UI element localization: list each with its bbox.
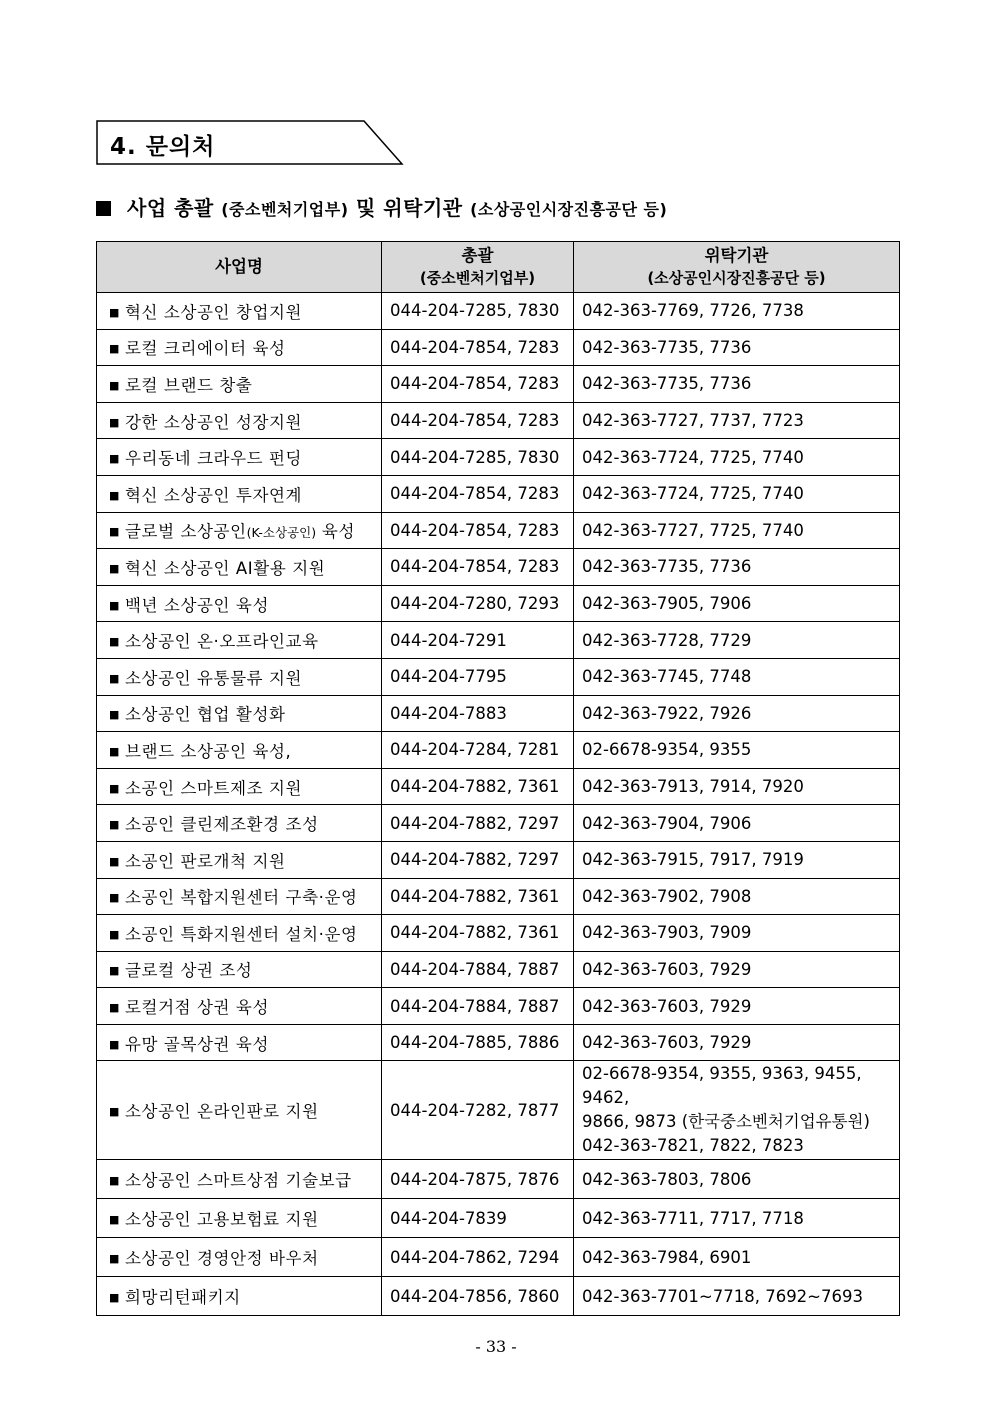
program-name: 백년 소상공인 육성 (125, 595, 270, 615)
general-contact-cell: 044-204-7882, 7361 (382, 878, 574, 915)
square-bullet-icon: ■ (109, 708, 120, 722)
agency-contact-cell: 042-363-7803, 7806 (574, 1160, 900, 1199)
table-row (97, 695, 900, 732)
agency-contact-cell: 042-363-7724, 7725, 7740 (574, 475, 900, 512)
program-name: 소공인 복합지원센터 구축·운영 (125, 888, 358, 908)
agency-contact-cell: 042-363-7735, 7736 (574, 329, 900, 366)
agency-contact-cell: 042-363-7711, 7717, 7718 (574, 1199, 900, 1238)
program-name: 소상공인 스마트상점 기술보급 (125, 1171, 352, 1191)
agency-contact-cell: 042-363-7603, 7929 (574, 988, 900, 1025)
program-name-cell (97, 402, 382, 439)
square-bullet-icon: ■ (109, 891, 120, 905)
table-row (97, 475, 900, 512)
program-name-cell (97, 915, 382, 952)
program-name: 소공인 판로개척 지원 (125, 851, 286, 871)
square-bullet-icon: ■ (109, 635, 120, 649)
agency-contact-cell: 042-363-7701~7718, 7692~7693 (574, 1277, 900, 1316)
table-body (97, 293, 900, 1316)
section-title: 4. 문의처 (110, 134, 216, 160)
square-bullet-icon: ■ (109, 452, 120, 466)
square-bullet-icon (96, 201, 111, 216)
general-contact-cell: 044-204-7882, 7297 (382, 805, 574, 842)
agency-contact-cell: 02-6678-9354, 9355 (574, 732, 900, 769)
subheading-part1: 사업 총괄 (127, 196, 214, 220)
agency-contact-line: 042-363-7821, 7822, 7823 (582, 1136, 804, 1156)
general-contact-cell: 044-204-7854, 7283 (382, 512, 574, 549)
program-name: 소상공인 고용보험료 지원 (125, 1210, 319, 1230)
general-contact-cell: 044-204-7795 (382, 658, 574, 695)
agency-contact-cell (574, 1061, 900, 1160)
table-row (97, 768, 900, 805)
general-contact-cell: 044-204-7285, 7830 (382, 439, 574, 476)
table-row (97, 805, 900, 842)
agency-contact-cell: 042-363-7603, 7929 (574, 1024, 900, 1061)
table-row (97, 915, 900, 952)
program-name: 소상공인 유통물류 지원 (125, 668, 303, 688)
general-contact-cell: 044-204-7854, 7283 (382, 329, 574, 366)
agency-contact-cell: 042-363-7905, 7906 (574, 585, 900, 622)
program-name-cell (97, 1199, 382, 1238)
page-number: - 33 - (475, 1337, 517, 1356)
square-bullet-icon: ■ (109, 378, 120, 392)
program-name: 강한 소상공인 성장지원 (125, 412, 303, 432)
table-row (97, 1024, 900, 1061)
square-bullet-icon: ■ (109, 1174, 120, 1188)
program-name-cell (97, 622, 382, 659)
contacts-table (96, 241, 900, 1316)
square-bullet-icon: ■ (109, 415, 120, 429)
program-name-cell (97, 878, 382, 915)
agency-contact-line: 02-6678-9354, 9355, 9363, 9455, 9462, (582, 1064, 862, 1108)
program-name: 희망리턴패키지 (125, 1288, 241, 1308)
program-name-cell (97, 951, 382, 988)
square-bullet-icon: ■ (109, 1291, 120, 1305)
square-bullet-icon: ■ (109, 488, 120, 502)
header-name: 사업명 (97, 242, 382, 293)
program-name-cell (97, 732, 382, 769)
agency-contact-cell: 042-363-7603, 7929 (574, 951, 900, 988)
program-name: 소공인 스마트제조 지원 (125, 778, 303, 798)
program-name: 소상공인 온·오프라인교육 (125, 632, 319, 652)
square-bullet-icon: ■ (109, 854, 120, 868)
square-bullet-icon: ■ (109, 342, 120, 356)
square-bullet-icon: ■ (109, 781, 120, 795)
agency-contact-cell: 042-363-7902, 7908 (574, 878, 900, 915)
table-row (97, 1199, 900, 1238)
square-bullet-icon: ■ (109, 598, 120, 612)
square-bullet-icon: ■ (109, 1252, 120, 1266)
table-row (97, 293, 900, 330)
program-name-cell (97, 512, 382, 549)
general-contact-cell: 044-204-7280, 7293 (382, 585, 574, 622)
program-name-cell (97, 695, 382, 732)
program-name: 혁신 소상공인 창업지원 (125, 302, 303, 322)
program-name-cell (97, 658, 382, 695)
table-row (97, 512, 900, 549)
agency-contact-cell: 042-363-7728, 7729 (574, 622, 900, 659)
program-name-cell (97, 768, 382, 805)
program-name: 우리동네 크라우드 펀딩 (125, 449, 303, 469)
program-name-cell (97, 1238, 382, 1277)
table-row (97, 1238, 900, 1277)
general-contact-cell: 044-204-7884, 7887 (382, 951, 574, 988)
program-name-cell (97, 439, 382, 476)
general-contact-cell: 044-204-7882, 7361 (382, 915, 574, 952)
table-row (97, 1061, 900, 1160)
general-contact-cell: 044-204-7291 (382, 622, 574, 659)
agency-contact-cell: 042-363-7727, 7737, 7723 (574, 402, 900, 439)
table-row (97, 622, 900, 659)
table-row (97, 1277, 900, 1316)
table-row (97, 585, 900, 622)
table-row (97, 329, 900, 366)
program-name-cell (97, 366, 382, 403)
program-name-cell (97, 988, 382, 1025)
general-contact-cell: 044-204-7882, 7297 (382, 841, 574, 878)
general-contact-cell: 044-204-7875, 7876 (382, 1160, 574, 1199)
table-row (97, 841, 900, 878)
program-name: 혁신 소상공인 AI활용 지원 (125, 558, 326, 578)
square-bullet-icon: ■ (109, 1037, 120, 1051)
subheading-part3: 및 위탁기관 (356, 196, 463, 220)
agency-contact-cell: 042-363-7724, 7725, 7740 (574, 439, 900, 476)
program-name: 글로컬 상권 조성 (125, 961, 253, 981)
general-contact-cell: 044-204-7854, 7283 (382, 402, 574, 439)
agency-contact-cell: 042-363-7913, 7914, 7920 (574, 768, 900, 805)
program-name-cell (97, 1160, 382, 1199)
agency-contact-cell: 042-363-7735, 7736 (574, 549, 900, 586)
general-contact-cell: 044-204-7285, 7830 (382, 293, 574, 330)
program-name: 소상공인 협업 활성화 (125, 705, 286, 725)
agency-contact-cell: 042-363-7727, 7725, 7740 (574, 512, 900, 549)
header-general: 총괄 (중소벤처기업부) (382, 242, 574, 293)
square-bullet-icon: ■ (109, 964, 120, 978)
program-name: 혁신 소상공인 투자연계 (125, 485, 303, 505)
program-name: 글로벌 소상공인 (125, 522, 247, 542)
table-row (97, 988, 900, 1025)
program-name-cell (97, 1061, 382, 1160)
general-contact-cell: 044-204-7854, 7283 (382, 549, 574, 586)
agency-contact-cell: 042-363-7769, 7726, 7738 (574, 293, 900, 330)
square-bullet-icon: ■ (109, 671, 120, 685)
square-bullet-icon: ■ (109, 744, 120, 758)
program-name-cell (97, 329, 382, 366)
program-name-cell (97, 1024, 382, 1061)
square-bullet-icon: ■ (109, 305, 120, 319)
square-bullet-icon: ■ (109, 1213, 120, 1227)
agency-contact-cell: 042-363-7904, 7906 (574, 805, 900, 842)
program-name: 소상공인 온라인판로 지원 (125, 1102, 319, 1122)
agency-contact-cell: 042-363-7984, 6901 (574, 1238, 900, 1277)
program-name: 소공인 클린제조환경 조성 (125, 815, 319, 835)
program-name: 로컬거점 상권 육성 (125, 998, 270, 1018)
program-name-note: (K-소상공인) (246, 525, 317, 541)
subheading (96, 192, 667, 221)
subheading-part4: (소상공인시장진흥공단 등) (470, 200, 668, 219)
header-agency: 위탁기관 (소상공인시장진흥공단 등) (574, 242, 900, 293)
program-name-cell (97, 475, 382, 512)
table-header-row (97, 242, 900, 293)
square-bullet-icon: ■ (109, 1105, 120, 1119)
table-row (97, 439, 900, 476)
program-name: 브랜드 소상공인 육성, (125, 741, 292, 761)
general-contact-cell: 044-204-7862, 7294 (382, 1238, 574, 1277)
table-row (97, 366, 900, 403)
program-name: 소공인 특화지원센터 설치·운영 (125, 924, 358, 944)
general-contact-cell: 044-204-7839 (382, 1199, 574, 1238)
program-name-cell (97, 805, 382, 842)
agency-contact-line: 9866, 9873 (한국중소벤처기업유통원) (582, 1112, 870, 1132)
agency-contact-cell: 042-363-7745, 7748 (574, 658, 900, 695)
general-contact-cell: 044-204-7884, 7887 (382, 988, 574, 1025)
square-bullet-icon: ■ (109, 525, 120, 539)
general-contact-cell: 044-204-7284, 7281 (382, 732, 574, 769)
square-bullet-icon: ■ (109, 561, 120, 575)
table-row (97, 549, 900, 586)
table-row (97, 402, 900, 439)
agency-contact-cell: 042-363-7915, 7917, 7919 (574, 841, 900, 878)
general-contact-cell: 044-204-7885, 7886 (382, 1024, 574, 1061)
general-contact-cell: 044-204-7882, 7361 (382, 768, 574, 805)
program-name: 소상공인 경영안정 바우처 (125, 1249, 319, 1269)
general-contact-cell: 044-204-7856, 7860 (382, 1277, 574, 1316)
program-name-cell (97, 293, 382, 330)
general-contact-cell: 044-204-7854, 7283 (382, 366, 574, 403)
program-name-cell (97, 1277, 382, 1316)
agency-contact-cell: 042-363-7735, 7736 (574, 366, 900, 403)
program-name-cell (97, 585, 382, 622)
section-title-box (96, 120, 402, 164)
agency-contact-cell: 042-363-7922, 7926 (574, 695, 900, 732)
table-row (97, 1160, 900, 1199)
program-name: 로컬 브랜드 창출 (125, 375, 253, 395)
square-bullet-icon: ■ (109, 927, 120, 941)
general-contact-cell: 044-204-7282, 7877 (382, 1061, 574, 1160)
program-name: 유망 골목상권 육성 (125, 1034, 270, 1054)
table-row (97, 951, 900, 988)
program-name-cell (97, 549, 382, 586)
program-name-suffix: 육성 (316, 522, 356, 542)
square-bullet-icon: ■ (109, 1001, 120, 1015)
square-bullet-icon: ■ (109, 818, 120, 832)
general-contact-cell: 044-204-7854, 7283 (382, 475, 574, 512)
table-row (97, 878, 900, 915)
table-row (97, 732, 900, 769)
general-contact-cell: 044-204-7883 (382, 695, 574, 732)
program-name: 로컬 크리에이터 육성 (125, 339, 286, 359)
table-row (97, 658, 900, 695)
agency-contact-cell: 042-363-7903, 7909 (574, 915, 900, 952)
subheading-part2: (중소벤처기업부) (221, 200, 349, 219)
program-name-cell (97, 841, 382, 878)
